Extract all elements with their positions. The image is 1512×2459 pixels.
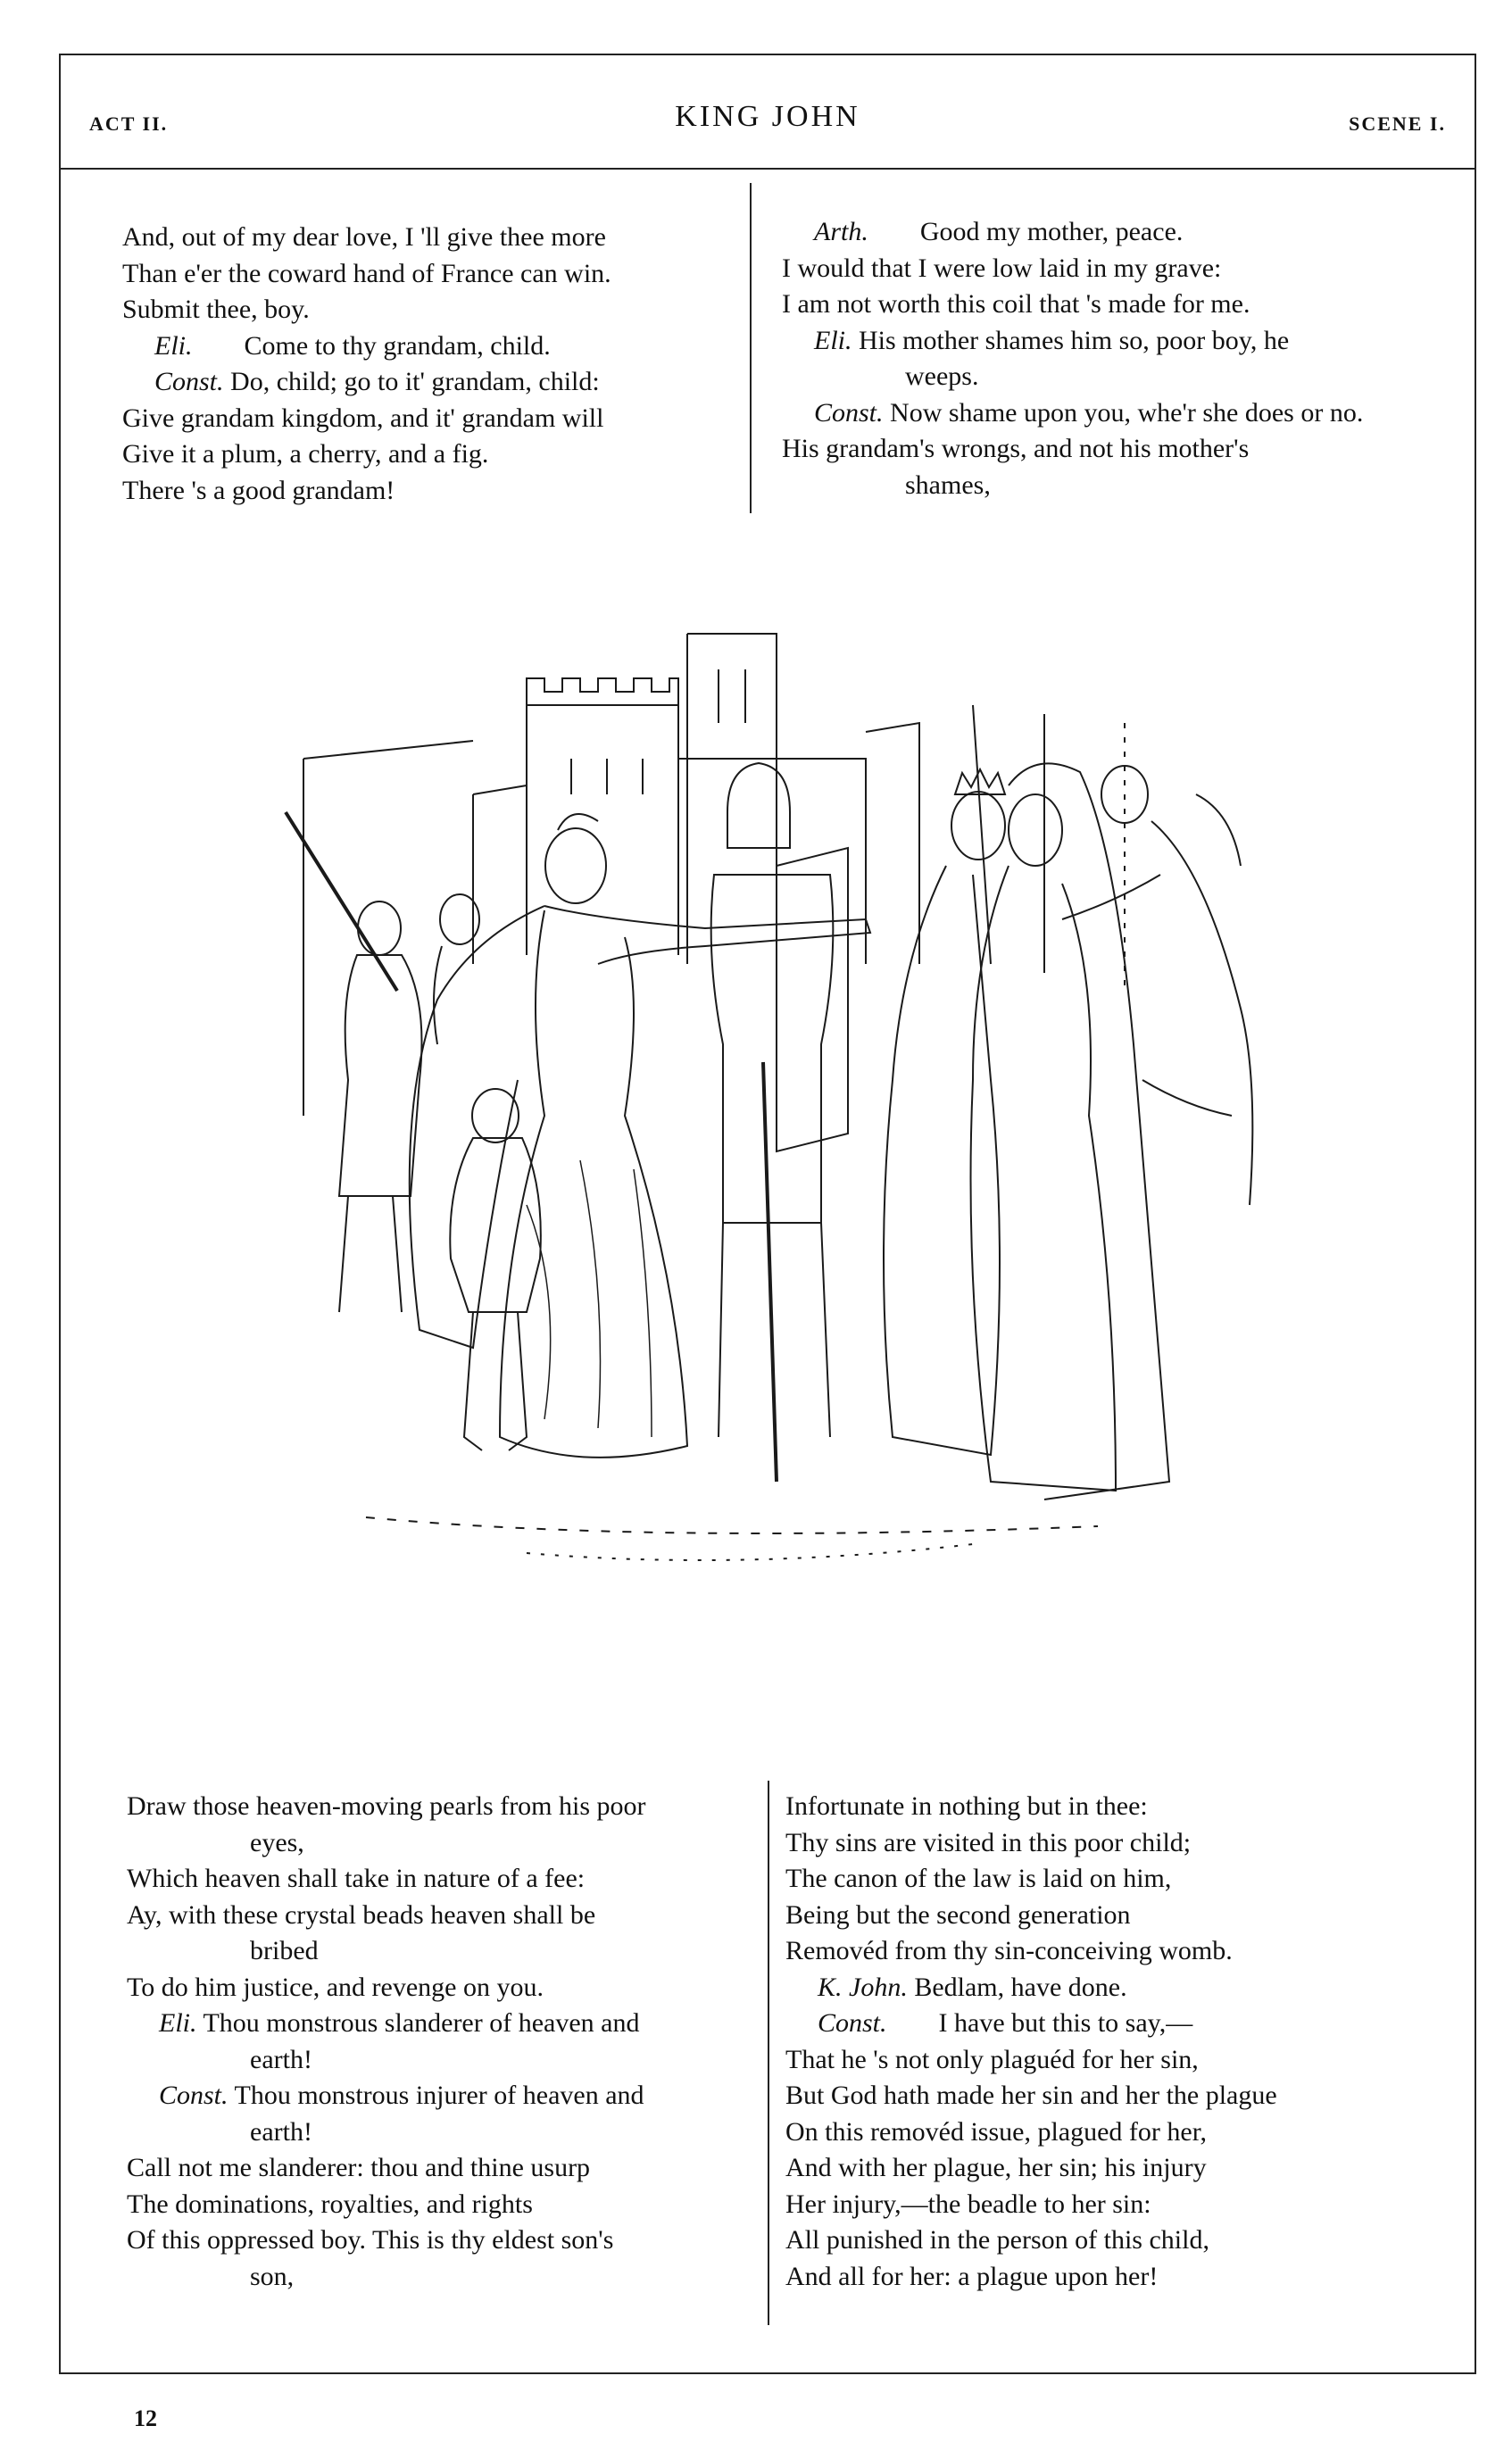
line-text: Submit thee, boy. [122,295,310,324]
line-text: All punished in the person of this child, [785,2225,1209,2255]
knight-center [711,763,848,1482]
line-text: I have but this to say,— [938,2008,1193,2038]
line-text: On this removéd issue, plagued for her, [785,2116,1208,2147]
line-text: There 's a good grandam! [122,475,395,505]
verse-line [782,395,1425,432]
line-text: Bedlam, have done. [914,1972,1127,2002]
verse-line [127,1789,743,1825]
line-text: Thy sins are visited in this poor child; [785,1827,1192,1857]
line-text: Than e'er the coward hand of France can win. [122,258,611,288]
line-text: Now shame upon you, whe'r she does or no. [890,397,1364,428]
line-text: Her injury,—the beadle to her sin: [785,2189,1151,2219]
line-text: Removéd from thy sin-conceiving womb. [785,1936,1233,1965]
verse-line [785,1933,1428,1970]
line-text: son, [250,2261,295,2291]
line-text: And all for her: a plague upon her! [785,2261,1159,2291]
line-text: Give it a plum, a cherry, and a fig. [122,439,489,469]
line-text: Call not me slanderer: thou and thine usurp [127,2153,591,2182]
verse-line [122,256,738,293]
header-rule [59,168,1476,170]
speaker-name: Eli. [159,2008,197,2038]
line-text: bribed [250,1936,319,1965]
line-text: The canon of the law is laid on him, [785,1864,1172,1893]
verse-line [127,2150,743,2187]
text-column-bottom-right [785,1789,1428,2295]
line-text: Draw those heaven-moving pearls from his poor [127,1791,646,1821]
line-text: But God hath made her sin and her the plague [785,2081,1277,2110]
verse-line [782,431,1425,468]
verse-line [785,2259,1428,2296]
verse-line [127,2042,743,2079]
speaker-name: Const. [159,2081,228,2110]
verse-line [127,1933,743,1970]
verse-line [785,2078,1428,2114]
verse-line [785,2006,1428,2042]
line-text: I am not worth this coil that 's made for me. [782,289,1250,319]
line-text: weeps. [905,361,979,391]
verse-line [122,220,738,256]
verse-line [127,2187,743,2223]
line-text: That he 's not only plaguéd for her sin, [785,2044,1199,2074]
column-divider-bottom [768,1781,769,2325]
act-label: ACT II. [89,112,169,135]
verse-line [127,1898,743,1934]
line-text: Of this oppressed boy. This is thy eldest son's [127,2225,614,2255]
verse-line [127,2222,743,2259]
verse-line [127,2078,743,2114]
verse-line [785,2222,1428,2259]
verse-line [122,364,738,401]
line-text: The dominations, royalties, and rights [127,2189,533,2219]
line-text: eyes, [250,1827,304,1857]
verse-line [782,287,1425,323]
verse-line [127,1825,743,1862]
speaker-name: Const. [818,2008,887,2038]
line-text: Ay, with these crystal beads heaven shall be [127,1899,596,1930]
speaker-name: Eli. [814,325,852,355]
scene-illustration [205,580,1357,1732]
line-text: earth! [250,2116,312,2147]
line-text: shames, [905,469,991,500]
verse-line [785,2042,1428,2079]
line-text: Which heaven shall take in nature of a fee: [127,1864,586,1893]
ground-line [366,1517,1098,1533]
verse-line [127,2006,743,2042]
line-text: Come to thy grandam, child. [244,330,551,361]
verse-line [785,1861,1428,1898]
verse-line [785,2150,1428,2187]
column-divider-top [750,183,752,513]
line-text: Being but the second generation [785,1899,1131,1930]
text-column-top-right [782,214,1425,503]
line-text: His grandam's wrongs, and not his mother's [782,434,1250,463]
speaker-name: Arth. [814,217,868,246]
line-text: Thou monstrous slanderer of heaven and [203,2008,640,2038]
verse-line [785,2187,1428,2223]
speaker-name: Const. [814,397,884,428]
speaker-name: Const. [154,367,224,396]
verse-line [782,468,1425,504]
text-column-bottom-left [127,1789,743,2295]
verse-line [785,1825,1428,1862]
verse-line [127,1970,743,2006]
king-john-figure [884,769,1005,1455]
line-text: I would that I were low laid in my grave: [782,253,1222,283]
play-title: KING JOHN [675,100,860,133]
verse-line [785,2114,1428,2151]
verse-line [127,1861,743,1898]
line-text: And with her plague, her sin; his injury [785,2153,1207,2182]
page-number: 12 [134,2405,157,2431]
scene-label: SCENE I. [1349,112,1446,135]
line-text: Do, child; go to it' grandam, child: [230,367,600,396]
line-text: Give grandam kingdom, and it' grandam will [122,403,604,433]
line-text: Infortunate in nothing but in thee: [785,1791,1148,1821]
verse-line [782,251,1425,287]
verse-line [127,2114,743,2151]
verse-line [127,2259,743,2296]
line-text: And, out of my dear love, I 'll give thee more [122,222,606,252]
line-text: Thou monstrous injurer of heaven and [234,2081,644,2110]
line-text: earth! [250,2044,312,2074]
soldier-left [286,812,422,1312]
verse-line [782,323,1425,360]
verse-line [122,401,738,437]
verse-line [785,1789,1428,1825]
line-text: Good my mother, peace. [919,217,1184,246]
verse-line [782,214,1425,251]
verse-line [122,292,738,328]
text-column-top-left [122,220,738,509]
verse-line [785,1970,1428,2006]
verse-line [782,359,1425,395]
verse-line [122,328,738,365]
line-text: To do him justice, and revenge on you. [127,1972,544,2002]
speaker-name: Eli. [154,330,193,361]
running-header [59,54,1476,170]
line-text: His mother shames him so, poor boy, he [859,325,1290,355]
verse-line [122,436,738,473]
speaker-name: K. John. [818,1972,908,2002]
verse-line [785,1898,1428,1934]
verse-line [122,473,738,510]
arthur-figure [450,1089,541,1450]
